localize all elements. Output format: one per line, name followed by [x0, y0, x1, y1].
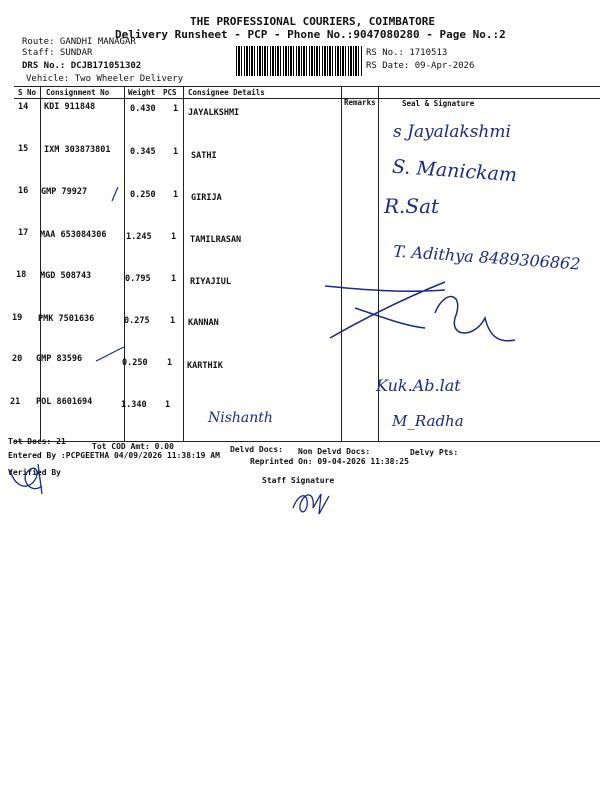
col-divider [40, 86, 41, 442]
col-divider [124, 86, 125, 442]
row-consignee: SATHI [191, 151, 217, 161]
non-delivered-docs: Non Delvd Docs: [298, 447, 371, 456]
row-pcs: 1 [170, 316, 176, 326]
row-consignee: JAYALKSHMI [188, 108, 240, 118]
company-name: THE PROFESSIONAL COURIERS, COIMBATORE [190, 15, 436, 28]
handwritten-signature: M_Radha [392, 412, 464, 430]
runsheet-title: Delivery Runsheet - PCP - Phone No.:9047080280 - Page No.:2 [115, 28, 506, 41]
total-cod-amount: Tot COD Amt: 0.00 [92, 442, 174, 451]
row-sno: 15 [18, 144, 29, 154]
column-header-sno: S No [18, 88, 37, 97]
staff-label: Staff: SUNDAR [22, 48, 93, 58]
rs-date: RS Date: 09-Apr-2026 [366, 61, 475, 71]
column-header-consignee: Consignee Details [188, 88, 265, 97]
row-pcs: 1 [173, 190, 179, 200]
pen-mark [110, 186, 120, 202]
column-header-remarks: Remarks [344, 98, 376, 107]
row-consignment: MAA 653084306 [40, 230, 107, 240]
row-sno: 16 [18, 186, 29, 196]
vehicle-label: Vehicle: Two Wheeler Delivery [26, 74, 184, 84]
barcode [236, 46, 362, 76]
handwritten-signature: T. Adithya 8489306862 [392, 241, 582, 274]
handwritten-signature: Kuk.Ab.lat [376, 376, 461, 395]
pen-mark [95, 345, 125, 363]
rs-number: RS No.: 1710513 [366, 48, 448, 58]
row-sno: 14 [18, 102, 29, 112]
scribble-signature [325, 278, 525, 358]
row-weight: 0.250 [122, 358, 148, 368]
row-consignee: KANNAN [188, 318, 219, 328]
handwritten-signature: s Jayalakshmi [393, 122, 511, 142]
row-pcs: 1 [173, 104, 179, 114]
row-consignment: MGD 508743 [40, 271, 92, 281]
row-pcs: 1 [173, 147, 179, 157]
row-pcs: 1 [171, 274, 177, 284]
row-consignment: POL 8601694 [36, 397, 93, 407]
handwritten-signature: R.Sat [384, 194, 440, 218]
row-weight: 0.430 [130, 104, 156, 114]
row-consignee: GIRIJA [191, 193, 222, 203]
row-sno: 18 [16, 270, 27, 280]
route-label: Route: GANDHI MANAGAR [22, 37, 136, 47]
row-consignee: KARTHIK [187, 361, 223, 371]
column-header-consignment: Consignment No [46, 88, 110, 97]
row-consignment: PMK 7501636 [38, 314, 95, 324]
staff-signature-label: Staff Signature [262, 476, 335, 485]
row-weight: 0.795 [125, 274, 151, 284]
row-consignment: IXM 303873801 [44, 145, 111, 155]
drs-number: DRS No.: DCJB171051302 [22, 61, 142, 71]
total-docs: Tot Docs: 21 [8, 437, 66, 446]
reprinted-on: Reprinted On: 09-04-2026 11:38:25 [250, 457, 409, 466]
col-divider [183, 86, 184, 442]
row-consignment: KDI 911848 [44, 102, 96, 112]
handwritten-signature: Nishanth [208, 410, 273, 426]
row-pcs: 1 [165, 400, 171, 410]
column-header-weight: Weight [128, 88, 156, 97]
column-header-signature: Seal & Signature [402, 99, 475, 108]
row-consignment: GMP 83596 [36, 354, 83, 364]
row-weight: 0.345 [130, 147, 156, 157]
delivered-docs: Delvd Docs: [230, 445, 283, 454]
col-divider [341, 86, 342, 442]
row-consignee: TAMILRASAN [190, 235, 242, 245]
row-consignment: GMP 79927 [41, 187, 88, 197]
row-pcs: 1 [171, 232, 177, 242]
verifier-signature [6, 460, 50, 496]
table-top-border [14, 86, 600, 87]
column-header-pcs: PCS [163, 88, 177, 97]
row-sno: 17 [18, 228, 29, 238]
handwritten-signature: S. Manickam [391, 155, 518, 187]
staff-signature [289, 488, 333, 518]
verified-by: Verified By [8, 468, 61, 477]
row-weight: 0.250 [130, 190, 156, 200]
table-header-border [14, 98, 600, 99]
row-sno: 20 [12, 354, 23, 364]
entered-by: Entered By :PCPGEETHA 04/09/2026 11:38:19 AM [8, 451, 220, 460]
row-weight: 0.275 [124, 316, 150, 326]
row-sno: 19 [12, 313, 23, 323]
row-weight: 1.245 [126, 232, 152, 242]
row-pcs: 1 [167, 358, 173, 368]
row-sno: 21 [10, 397, 21, 407]
row-consignee: RIYAJIUL [190, 277, 231, 287]
delivery-points: Delvy Pts: [410, 448, 459, 457]
row-weight: 1.340 [121, 400, 147, 410]
